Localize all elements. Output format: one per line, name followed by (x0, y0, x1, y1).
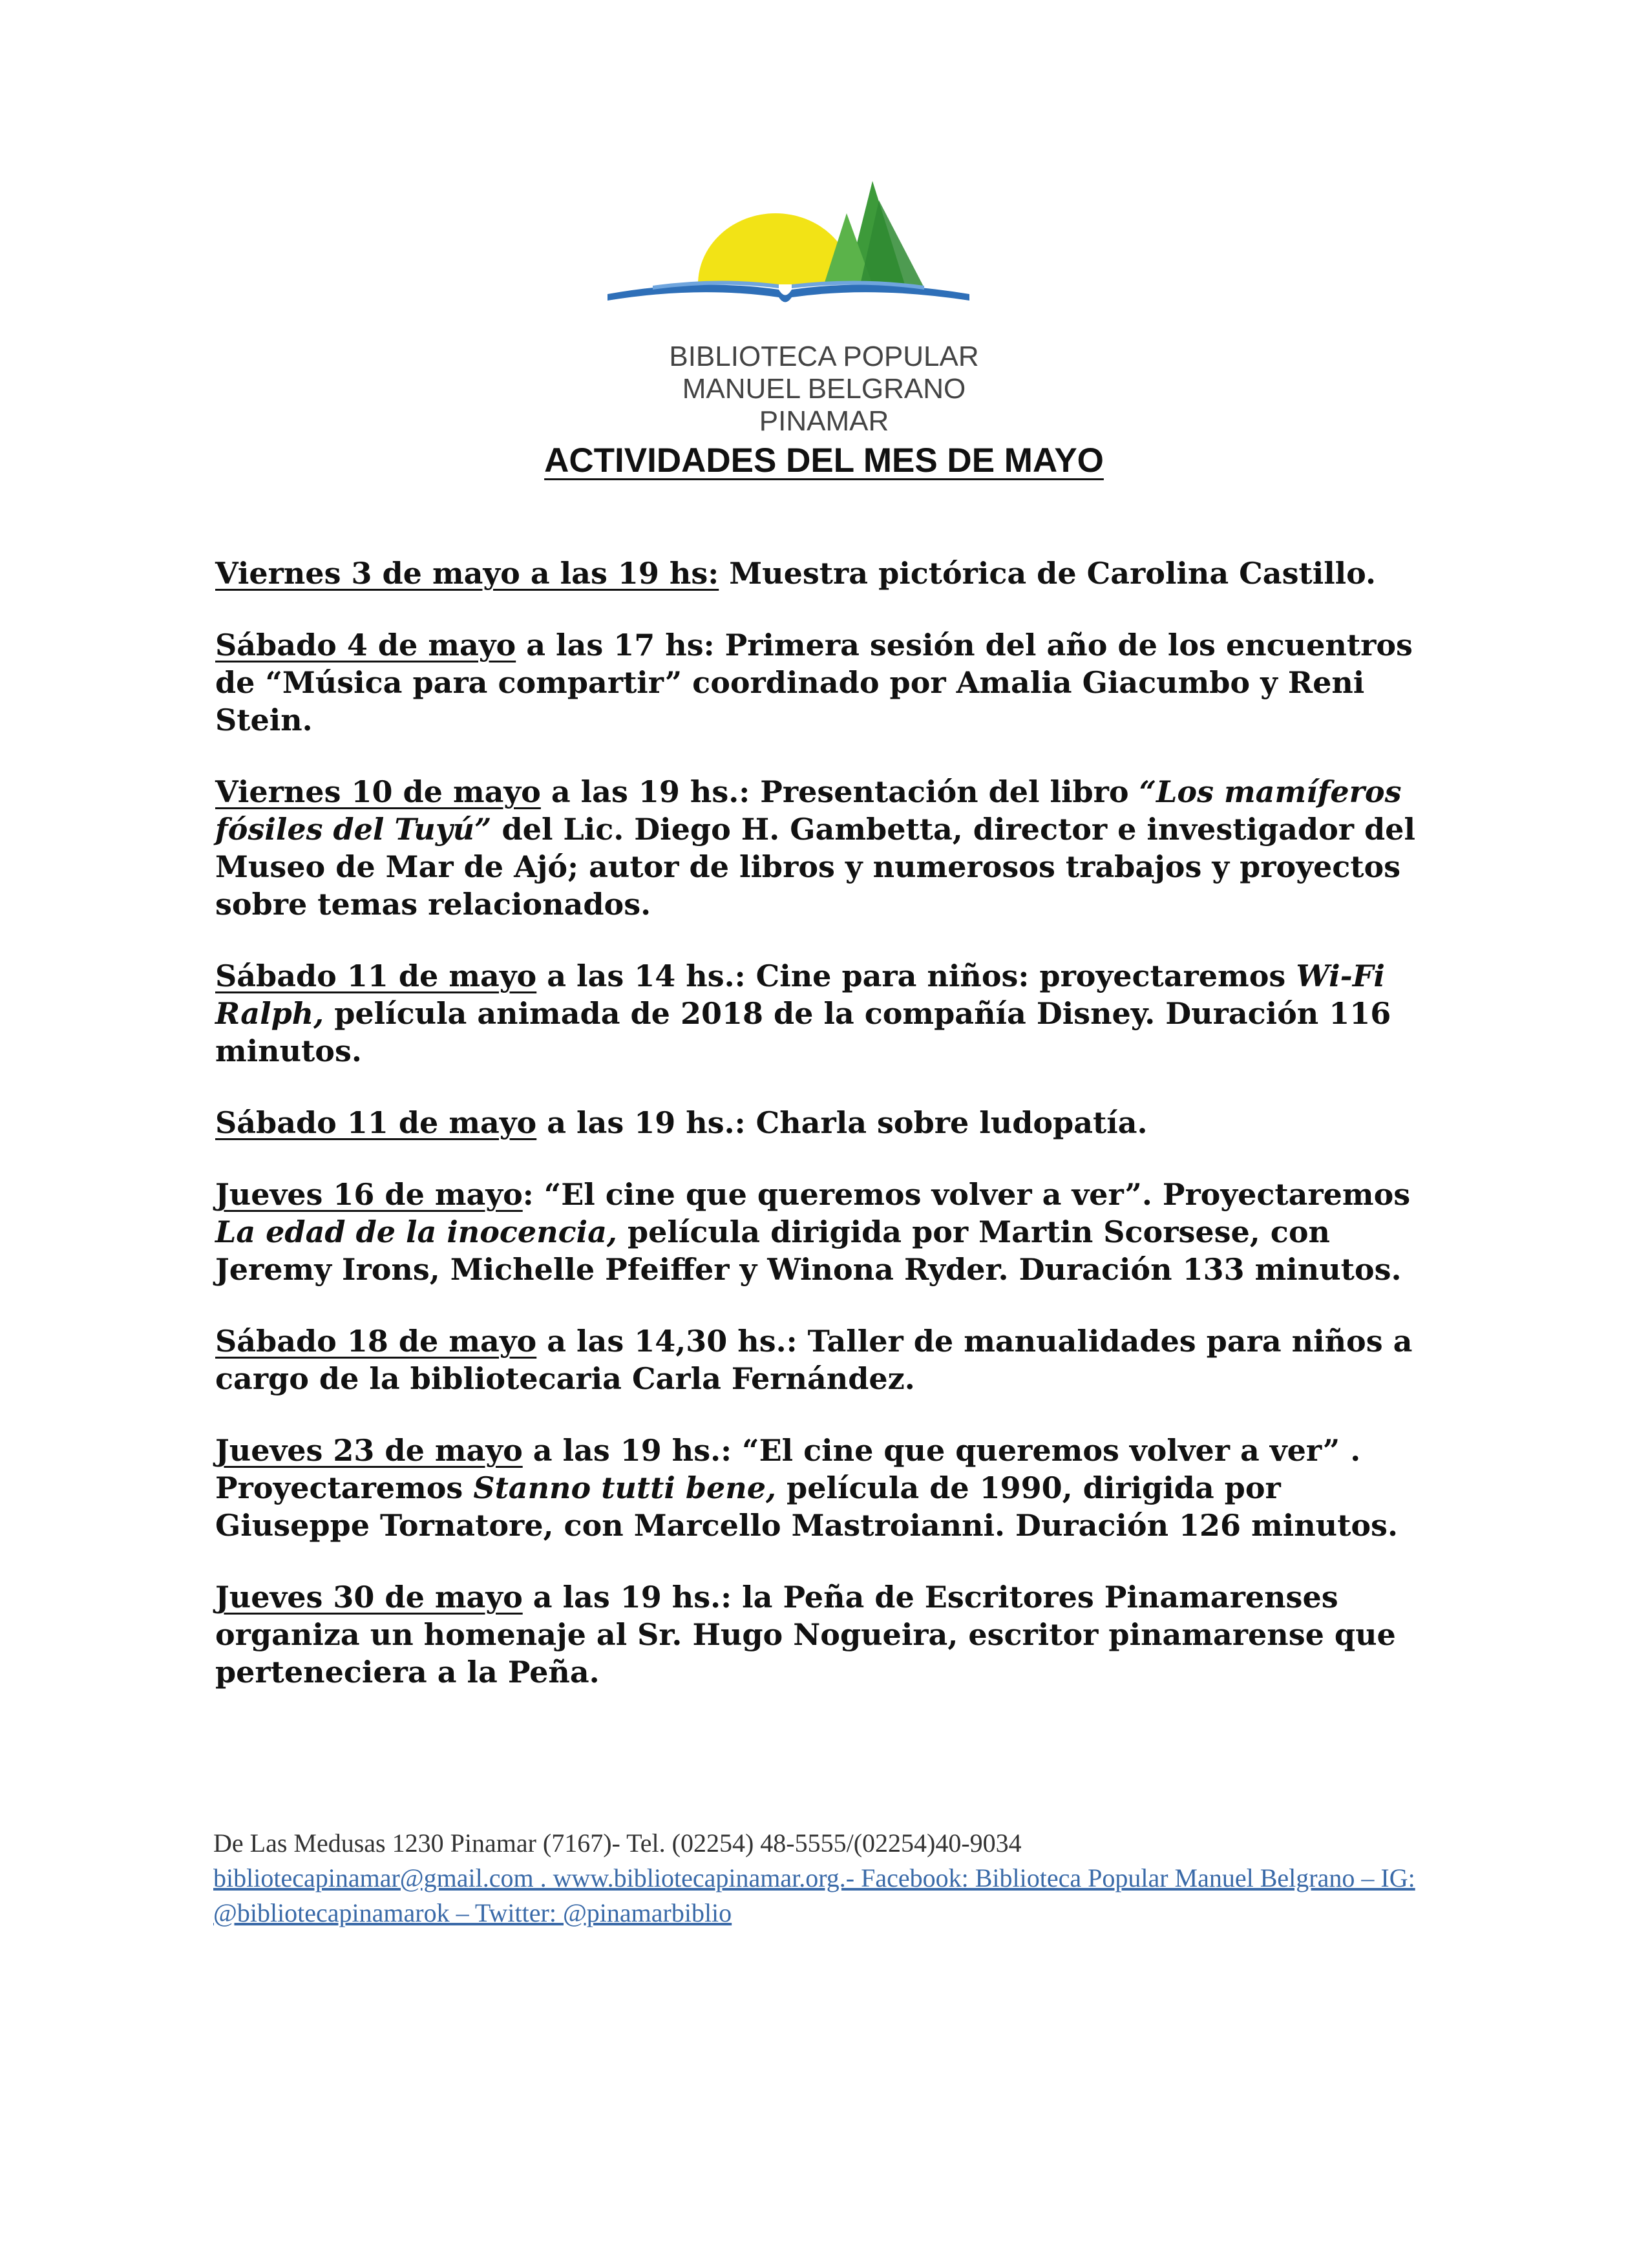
event-item: Viernes 3 de mayo a las 19 hs: Muestra pictórica de Carolina Castillo. (215, 556, 1377, 591)
event-item: Sábado 11 de mayo a las 19 hs.: Charla sobre ludopatía. (215, 1105, 1148, 1140)
org-name-line-3: PINAMAR (759, 405, 889, 437)
event-item: Sábado 11 de mayo a las 14 hs.: Cine para niños: proyectaremos Wi-Fi Ralph, película animada de 2018 de la compañía Disney. Duración 116 minutos. (215, 959, 1391, 1068)
event-item: Jueves 30 de mayo a las 19 hs.: la Peña de Escritores Pinamarenses organiza un homenaje al Sr. Hugo Nogueira, escritor pinamarense que perteneciera a la Peña. (215, 1580, 1396, 1690)
footer (213, 1826, 1474, 1931)
org-name-line-1: BIBLIOTECA POPULAR (669, 341, 979, 372)
library-logo-icon (601, 175, 976, 330)
event-item: Jueves 16 de mayo: “El cine que queremos volver a ver”. Proyectaremos La edad de la inocencia, película dirigida por Martin Scorsese, con Jeremy Irons, Michelle Pfeiffer y Winona Ryder. Duración 133 minutos. (215, 1177, 1411, 1287)
event-item: Sábado 18 de mayo a las 14,30 hs.: Taller de manualidades para niños a cargo de la bibliotecaria Carla Fernández. (215, 1324, 1413, 1396)
event-item: Sábado 4 de mayo a las 17 hs: Primera sesión del año de los encuentros de “Música para compartir” coordinado por Amalia Giacumbo y Reni Stein. (215, 628, 1413, 737)
events-list (215, 555, 1437, 1725)
event-item: Viernes 10 de mayo a las 19 hs.: Presentación del libro “Los mamíferos fósiles del Tuyú” del Lic. Diego H. Gambetta, director e investigador del Museo de Mar de Ajó; autor de libros y numerosos trabajos y proyectos sobre temas relacionados. (215, 774, 1415, 922)
footer-links[interactable]: bibliotecapinamar@gmail.com . www.bibliotecapinamar.org.- Facebook: Biblioteca Popular Manuel Belgrano – IG: @bibliotecapinamarok – Twitter: @pinamarbiblio (213, 1863, 1415, 1927)
event-item: Jueves 23 de mayo a las 19 hs.: “El cine que queremos volver a ver” . Proyectaremos Stanno tutti bene, película de 1990, dirigida por Giuseppe Tornatore, con Marcello Mastroianni. Duración 126 minutos. (215, 1433, 1398, 1543)
footer-address: De Las Medusas 1230 Pinamar (7167)- Tel. (02254) 48-5555/(02254)40-9034 (213, 1828, 1022, 1858)
org-name-line-2: MANUEL BELGRANO (682, 373, 966, 405)
page-title: ACTIVIDADES DEL MES DE MAYO (544, 441, 1104, 480)
